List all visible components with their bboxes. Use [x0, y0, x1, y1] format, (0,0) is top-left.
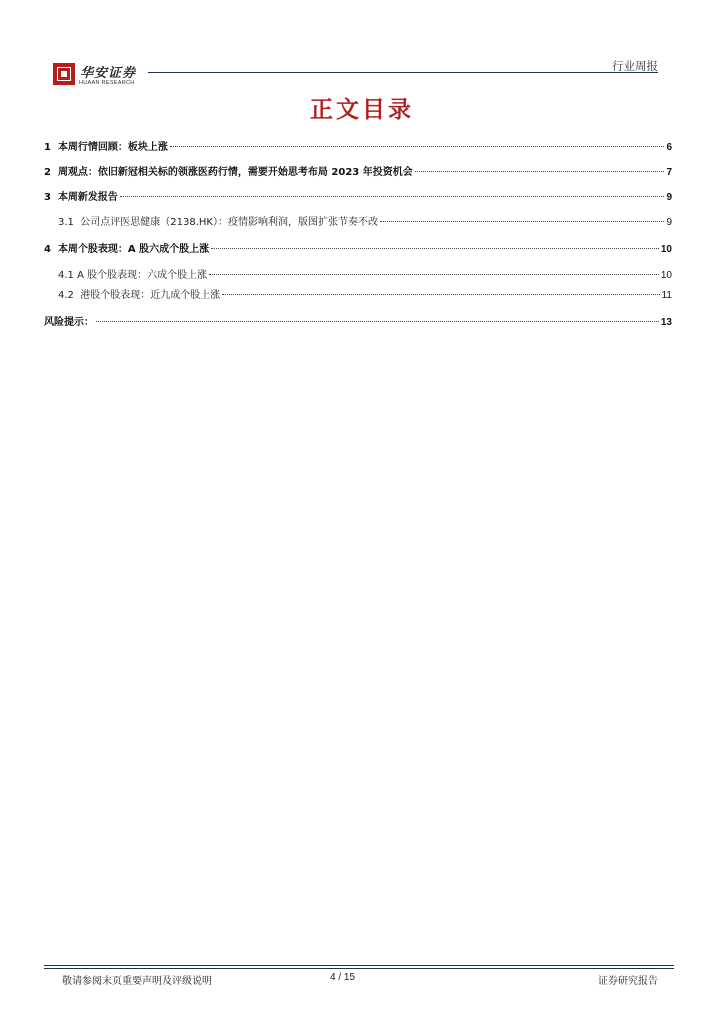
toc-entry-title: A 股个股表现：六成个股上涨 [77, 270, 208, 281]
toc-entry-title: 本周行情回顾：板块上涨 [57, 142, 168, 153]
toc-entry-page: 13 [660, 317, 672, 328]
toc-entry[interactable] [44, 313, 672, 327]
page-number: 4 / 15 [330, 972, 356, 983]
toc-subentry[interactable] [58, 286, 672, 300]
toc-leader-dots [380, 221, 664, 222]
toc-entry[interactable] [44, 188, 672, 202]
header-divider [148, 72, 658, 73]
toc-entry-page: 10 [660, 244, 672, 255]
toc-entry-title: 风险提示： [44, 317, 94, 328]
footer-divider [44, 968, 674, 969]
toc-entry-title: 港股个股表现：近九成个股上涨 [80, 290, 221, 301]
toc-entry-number: 1 [44, 142, 51, 153]
toc-subentry[interactable] [58, 266, 672, 280]
toc-leader-dots [211, 248, 659, 249]
toc-entry-page: 11 [661, 290, 672, 301]
toc-entry-page: 6 [666, 142, 672, 153]
toc-entry-title: 公司点评医思健康（2138.HK）：疫情影响利润，版图扩张节奏不改 [80, 217, 378, 228]
report-type: 证券研究报告 [598, 976, 658, 987]
toc-entry-number: 4.1 [58, 270, 74, 281]
toc-entry-page: 10 [660, 270, 672, 281]
toc-entry-number: 4 [44, 244, 51, 255]
toc-entry-page: 9 [666, 192, 672, 203]
toc-entry-page: 9 [666, 217, 672, 228]
toc-leader-dots [209, 274, 659, 275]
page-title: 正文目录 [310, 96, 414, 123]
footer-disclaimer: 敬请参阅末页重要声明及评级说明 [62, 976, 212, 987]
toc-leader-dots [222, 294, 659, 295]
toc-entry-number: 3.1 [58, 217, 74, 228]
toc-entry-number: 4.2 [58, 290, 74, 301]
toc-leader-dots [120, 196, 665, 197]
toc-leader-dots [96, 321, 659, 322]
toc-entry-title: 周观点：依旧新冠相关标的领涨医药行情，需要开始思考布局 2023 年投资机会 [57, 167, 413, 178]
toc-leader-dots [415, 171, 665, 172]
toc-entry-title: 本周个股表现：A 股六成个股上涨 [57, 244, 210, 255]
toc-entry[interactable] [44, 240, 672, 254]
logo-english-name: HUAAN RESEARCH [79, 80, 135, 86]
toc-subentry[interactable] [58, 213, 672, 227]
toc-entry[interactable] [44, 163, 672, 177]
logo-chinese-name: 华安证券 [80, 66, 137, 81]
toc-entry[interactable] [44, 138, 672, 152]
toc-entry-title: 本周新发报告 [57, 192, 118, 203]
company-logo-icon [53, 63, 75, 85]
footer-divider [44, 965, 674, 966]
toc-entry-number: 3 [44, 192, 51, 203]
toc-entry-number: 2 [44, 167, 51, 178]
toc-leader-dots [170, 146, 665, 147]
toc-entry-page: 7 [666, 167, 672, 178]
report-category: 行业周报 [612, 59, 658, 73]
